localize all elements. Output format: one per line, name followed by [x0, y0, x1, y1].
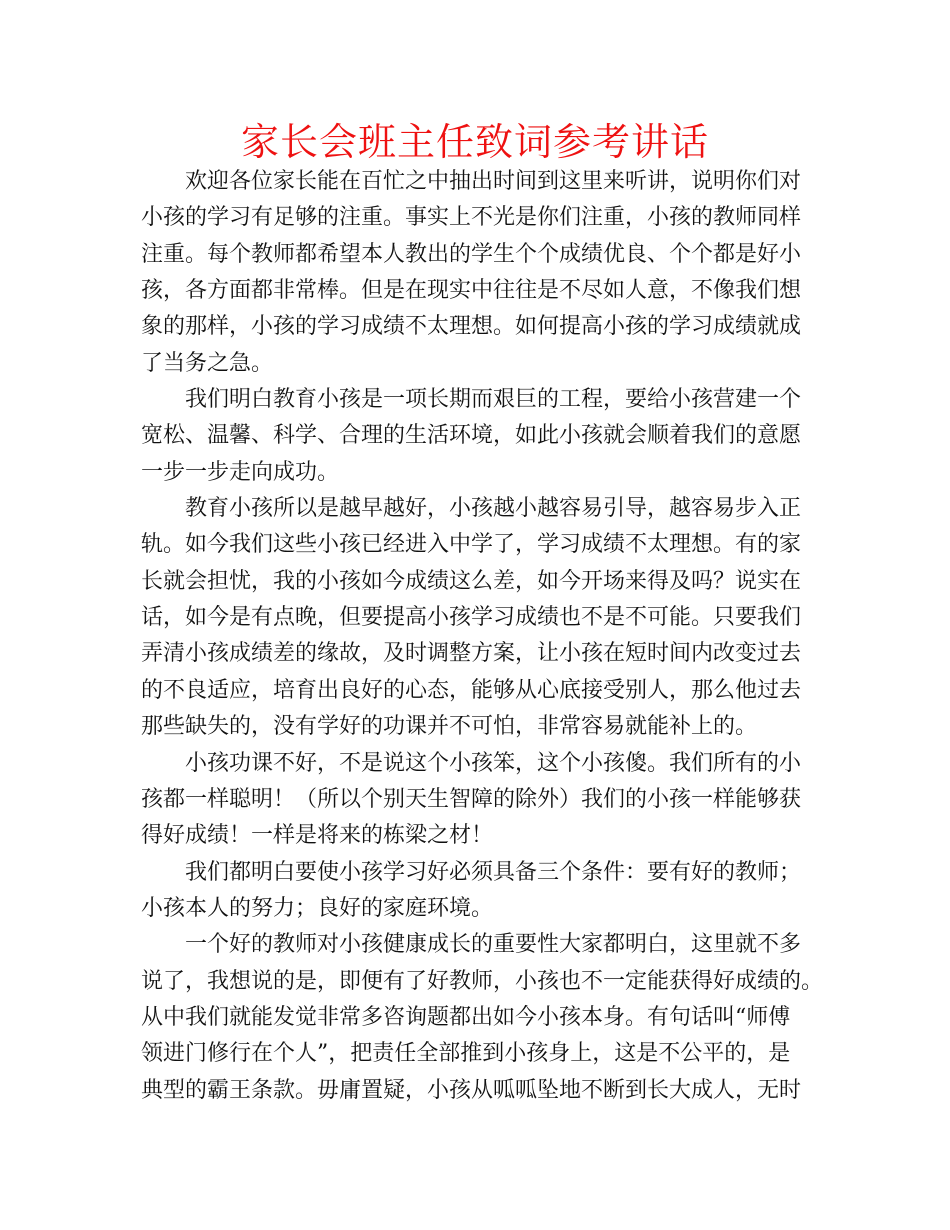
paragraph-line: 弄清小孩成绩差的缘故，及时调整方案，让小孩在短时间内改变过去	[141, 641, 802, 667]
paragraph-line: 从中我们就能发觉非常多咨询题都出如今小孩本身。有句话叫“师傅	[141, 1004, 791, 1030]
paragraph-line: 小孩的学习有足够的注重。事实上不光是你们注重，小孩的教师同样	[141, 205, 802, 231]
paragraph-line: 长就会担忧，我的小孩如今成绩这么差，如今开场来得及吗？说实在	[141, 568, 802, 594]
document-body	[141, 164, 841, 1109]
paragraph-line: 孩，各方面都非常棒。但是在现实中往往是不尽如人意，不像我们想	[141, 278, 802, 304]
paragraph-line: 了当务之急。	[141, 350, 274, 376]
paragraph-line: 一步一步走向成功。	[141, 459, 340, 485]
paragraph-line: 我们明白教育小孩是一项长期而艰巨的工程，要给小孩营建一个	[185, 387, 802, 413]
paragraph-line: 小孩功课不好，不是说这个小孩笨，这个小孩傻。我们所有的小	[185, 750, 802, 776]
paragraph-line: 的不良适应，培育出良好的心态，能够从心底接受别人，那么他过去	[141, 677, 802, 703]
paragraph-line: 注重。每个教师都希望本人教出的学生个个成绩优良、个个都是好小	[141, 241, 802, 267]
paragraph-line: 我们都明白要使小孩学习好必须具备三个条件：要有好的教师；	[185, 859, 802, 885]
paragraph-line: 典型的霸王条款。毋庸置疑，小孩从呱呱坠地不断到长大成人，无时	[141, 1077, 802, 1103]
paragraph-line: 教育小孩所以是越早越好，小孩越小越容易引导，越容易步入正	[185, 496, 802, 522]
paragraph-line: 话，如今是有点晚，但要提高小孩学习成绩也不是不可能。只要我们	[141, 605, 802, 631]
paragraph-line: 轨。如今我们这些小孩已经进入中学了，学习成绩不太理想。有的家	[141, 532, 802, 558]
document-title: 家长会班主任致词参考讲话	[240, 120, 709, 164]
paragraph-line: 小孩本人的努力；良好的家庭环境。	[141, 895, 494, 921]
paragraph-line: 欢迎各位家长能在百忙之中抽出时间到这里来听讲，说明你们对	[185, 169, 802, 194]
paragraph-line: 说了，我想说的是，即便有了好教师，小孩也不一定能获得好成绩的。	[141, 968, 824, 994]
paragraph-line: 那些缺失的，没有学好的功课并不可怕，非常容易就能补上的。	[141, 714, 758, 740]
paragraph-line: 宽松、温馨、科学、合理的生活环境，如此小孩就会顺着我们的意愿	[141, 423, 802, 449]
paragraph-line: 得好成绩！一样是将来的栋梁之材！	[141, 823, 494, 849]
paragraph-line: 一个好的教师对小孩健康成长的重要性大家都明白，这里就不多	[185, 932, 802, 958]
paragraph-line: 孩都一样聪明！（所以个别天生智障的除外）我们的小孩一样能够获	[141, 786, 802, 812]
paragraph-line: 领进门修行在个人”，把责任全部推到小孩身上，这是不公平的，是	[141, 1041, 791, 1067]
paragraph-line: 象的那样，小孩的学习成绩不太理想。如何提高小孩的学习成绩就成	[141, 314, 802, 340]
